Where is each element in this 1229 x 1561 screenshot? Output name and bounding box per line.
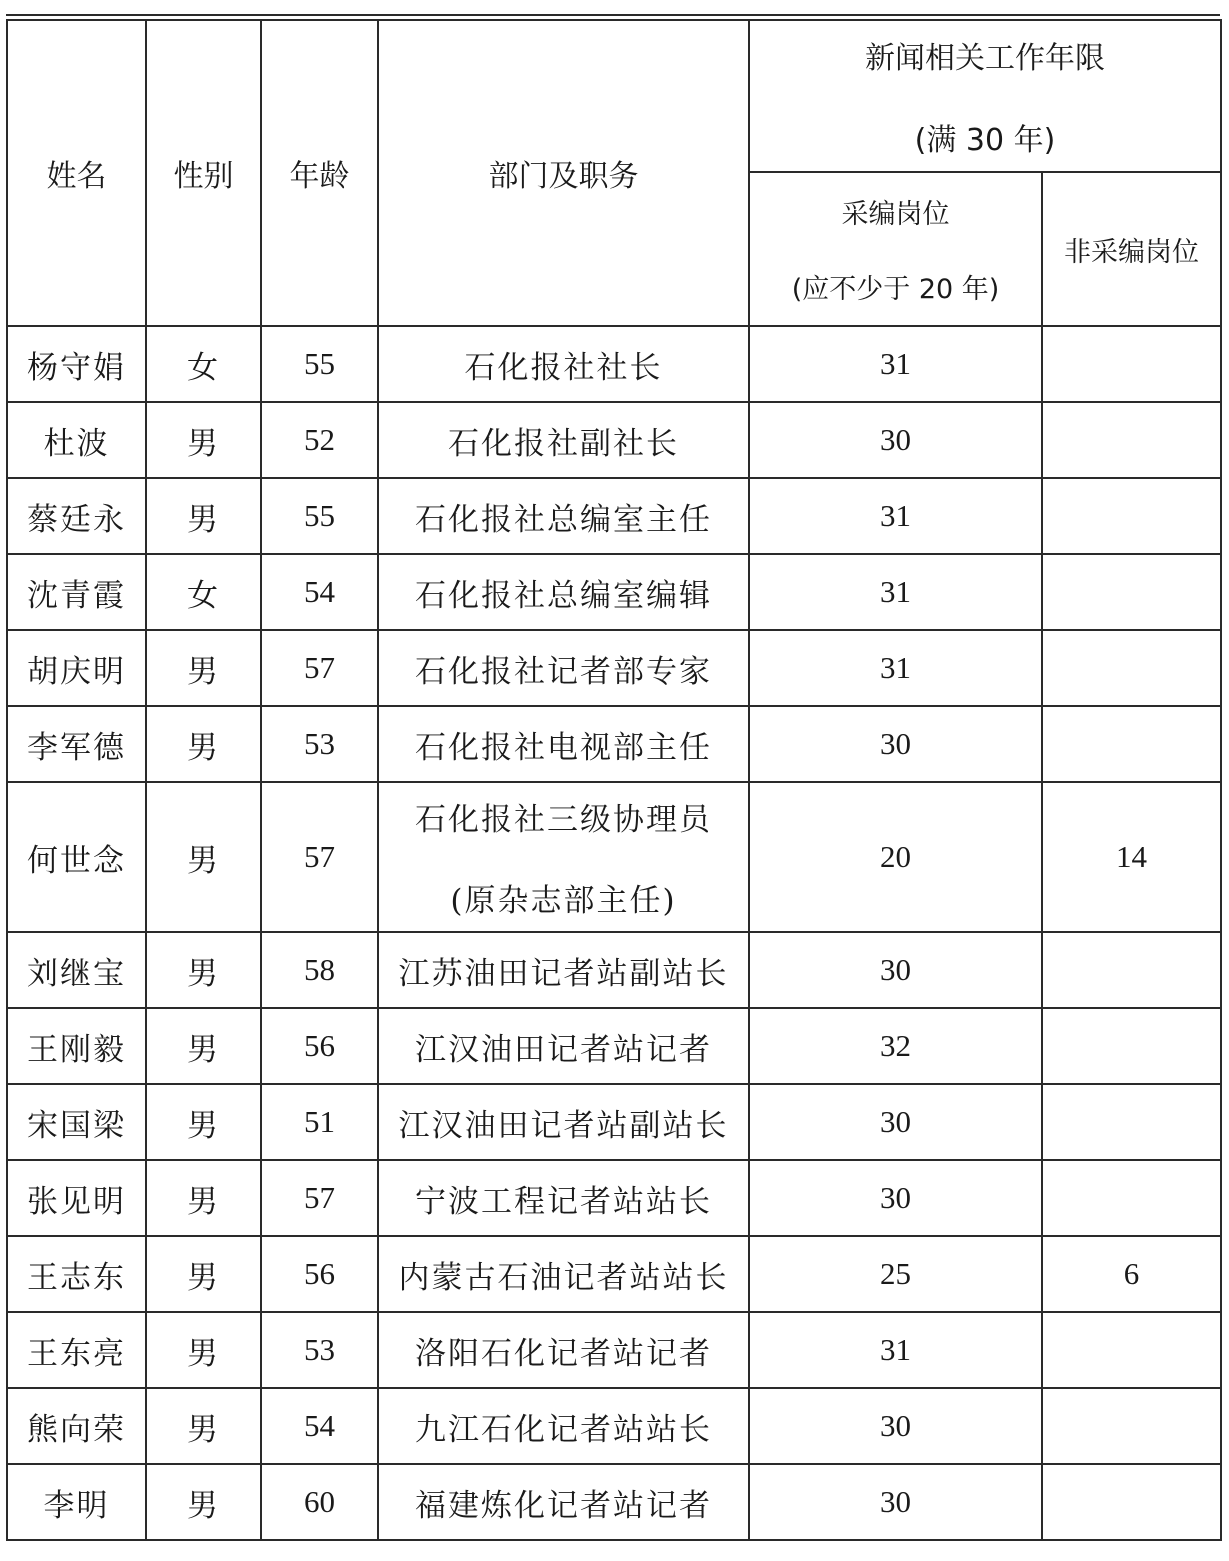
dept-cell: 江汉油田记者站副站长 [378,1084,749,1160]
table-row [7,1236,1221,1312]
non-editorial-years-cell [1042,402,1221,478]
dept-cell: 石化报社总编室编辑 [378,554,749,630]
age-cell: 53 [261,1312,378,1388]
age-cell: 57 [261,1160,378,1236]
non-editorial-years-cell [1042,478,1221,554]
name-cell: 李军德 [7,706,146,782]
non-editorial-years-cell [1042,1388,1221,1464]
gender-cell: 男 [146,1084,261,1160]
name-cell: 沈青霞 [7,554,146,630]
header-dept: 部门及职务 [378,20,749,326]
age-cell: 52 [261,402,378,478]
dept-cell: 江苏油田记者站副站长 [378,932,749,1008]
name-cell: 杨守娟 [7,326,146,402]
non-editorial-years-cell [1042,326,1221,402]
editorial-years-cell: 30 [749,1160,1042,1236]
name-cell: 蔡廷永 [7,478,146,554]
non-editorial-years-cell [1042,1160,1221,1236]
dept-cell: 宁波工程记者站站长 [378,1160,749,1236]
non-editorial-years-cell: 6 [1042,1236,1221,1312]
header-row [7,20,1221,172]
non-editorial-years-cell [1042,630,1221,706]
age-cell: 57 [261,630,378,706]
gender-cell: 男 [146,1236,261,1312]
header-non-editorial: 非采编岗位 [1042,172,1221,326]
dept-cell: 石化报社社长 [378,326,749,402]
header-age: 年龄 [261,20,378,326]
gender-cell: 男 [146,478,261,554]
dept-cell: 福建炼化记者站记者 [378,1464,749,1540]
non-editorial-years-cell [1042,1312,1221,1388]
table-row [7,782,1221,932]
age-cell: 56 [261,1236,378,1312]
age-cell: 51 [261,1084,378,1160]
header-name: 姓名 [7,20,146,326]
dept-note: (原杂志部主任) [450,883,677,919]
table-row [7,630,1221,706]
table-row [7,706,1221,782]
header-work-years-note: (满 30 年) [914,123,1056,158]
gender-cell: 男 [146,1388,261,1464]
table-row [7,554,1221,630]
non-editorial-years-cell [1042,1084,1221,1160]
gender-cell: 女 [146,554,261,630]
gender-cell: 男 [146,706,261,782]
gender-cell: 男 [146,1160,261,1236]
non-editorial-years-cell [1042,932,1221,1008]
non-editorial-years-cell [1042,554,1221,630]
dept-cell: 石化报社电视部主任 [378,706,749,782]
dept-title: 石化报社三级协理员 [415,802,712,838]
table-row [7,402,1221,478]
dept-cell: 石化报社副社长 [378,402,749,478]
editorial-years-cell: 30 [749,1084,1042,1160]
editorial-years-cell: 31 [749,630,1042,706]
name-cell: 王志东 [7,1236,146,1312]
top-rule [6,14,1220,16]
name-cell: 李明 [7,1464,146,1540]
age-cell: 60 [261,1464,378,1540]
name-cell: 熊向荣 [7,1388,146,1464]
editorial-years-cell: 30 [749,1464,1042,1540]
table-row [7,1008,1221,1084]
gender-cell: 男 [146,1008,261,1084]
editorial-years-cell: 30 [749,932,1042,1008]
header-gender: 性别 [146,20,261,326]
editorial-years-cell: 31 [749,554,1042,630]
editorial-years-cell: 31 [749,478,1042,554]
dept-cell [378,782,749,932]
gender-cell: 男 [146,1464,261,1540]
table-row [7,1464,1221,1540]
name-cell: 何世念 [7,782,146,932]
age-cell: 54 [261,1388,378,1464]
table-row [7,1388,1221,1464]
editorial-years-cell: 31 [749,1312,1042,1388]
editorial-years-cell: 31 [749,326,1042,402]
table-row [7,1084,1221,1160]
dept-cell: 石化报社记者部专家 [378,630,749,706]
gender-cell: 女 [146,326,261,402]
non-editorial-years-cell [1042,706,1221,782]
name-cell: 宋国梁 [7,1084,146,1160]
non-editorial-years-cell: 14 [1042,782,1221,932]
header-editorial-title: 采编岗位 [841,199,950,230]
editorial-years-cell: 32 [749,1008,1042,1084]
gender-cell: 男 [146,402,261,478]
editorial-years-cell: 30 [749,706,1042,782]
editorial-years-cell: 20 [749,782,1042,932]
table-row [7,1312,1221,1388]
age-cell: 56 [261,1008,378,1084]
name-cell: 王东亮 [7,1312,146,1388]
gender-cell: 男 [146,932,261,1008]
header-work-years [749,20,1221,172]
non-editorial-years-cell [1042,1464,1221,1540]
age-cell: 57 [261,782,378,932]
header-editorial-note: (应不少于 20 年) [791,274,1000,305]
header-work-years-title: 新闻相关工作年限 [865,41,1105,76]
staff-table [6,19,1222,1541]
dept-cell: 内蒙古石油记者站站长 [378,1236,749,1312]
table-row [7,1160,1221,1236]
editorial-years-cell: 30 [749,1388,1042,1464]
name-cell: 刘继宝 [7,932,146,1008]
gender-cell: 男 [146,630,261,706]
age-cell: 53 [261,706,378,782]
table-row [7,478,1221,554]
dept-cell: 石化报社总编室主任 [378,478,749,554]
name-cell: 胡庆明 [7,630,146,706]
editorial-years-cell: 30 [749,402,1042,478]
editorial-years-cell: 25 [749,1236,1042,1312]
gender-cell: 男 [146,1312,261,1388]
dept-cell: 九江石化记者站站长 [378,1388,749,1464]
table-row [7,932,1221,1008]
header-editorial [749,172,1042,326]
table-row [7,326,1221,402]
age-cell: 55 [261,478,378,554]
age-cell: 54 [261,554,378,630]
name-cell: 张见明 [7,1160,146,1236]
dept-cell: 洛阳石化记者站记者 [378,1312,749,1388]
name-cell: 杜波 [7,402,146,478]
age-cell: 55 [261,326,378,402]
name-cell: 王刚毅 [7,1008,146,1084]
gender-cell: 男 [146,782,261,932]
dept-cell: 江汉油田记者站记者 [378,1008,749,1084]
age-cell: 58 [261,932,378,1008]
non-editorial-years-cell [1042,1008,1221,1084]
